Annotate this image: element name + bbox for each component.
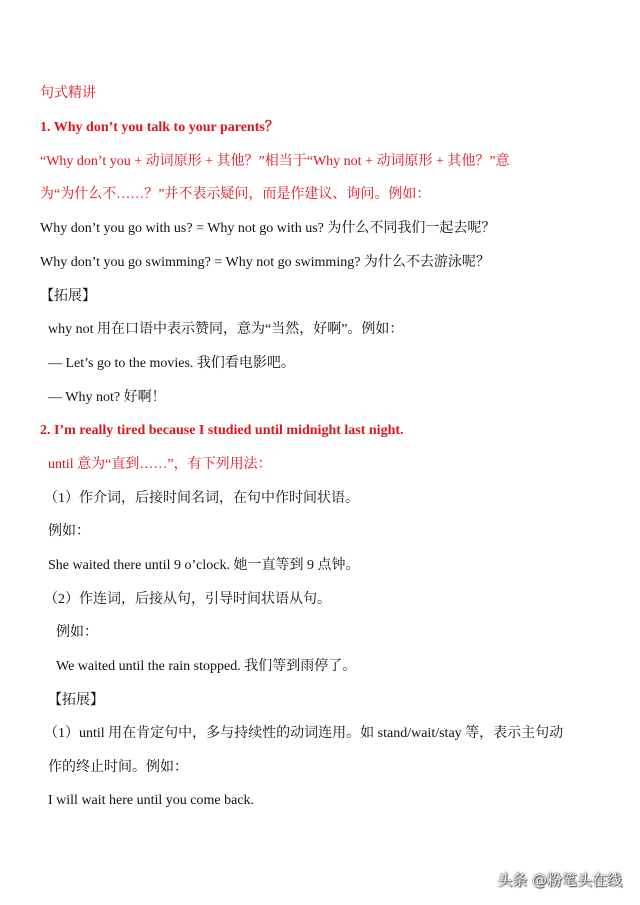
item1-example1: Why don’t you go with us? = Why not go with us? 为什么不同我们一起去呢？ (40, 221, 496, 236)
item1-extension-label: 【拓展】 (40, 289, 96, 304)
section-title: 句式精讲 (40, 86, 96, 101)
item1-heading: 1. Why don’t you talk to your parents？ (40, 120, 279, 135)
item2-usage2-label: 例如： (56, 625, 98, 640)
item2-usage2-example: We waited until the rain stopped. 我们等到雨停了。 (56, 659, 357, 674)
item2-usage1-example: She waited there until 9 o’clock. 她一直等到 9 点钟。 (48, 558, 360, 573)
item2-usage1: （1）作介词，后接时间名词，在句中作时间状语。 (44, 491, 359, 506)
item1-explanation-line1: “Why don’t you + 动词原形 + 其他？”相当于“Why not + 动词原形 + 其他？”意 (40, 154, 510, 169)
item2-extension-example: I will wait here until you come back. (48, 793, 255, 808)
item1-explanation-line2: 为“为什么不……？”并不表示疑问，而是作建议、询问。例如： (40, 187, 431, 202)
item2-extension-label: 【拓展】 (48, 693, 104, 708)
watermark: 头条 @粉笔头在线 (497, 871, 622, 889)
item1-dialogue1: — Let’s go to the movies. 我们看电影吧。 (48, 356, 295, 371)
item2-heading: 2. I’m really tired because I studied until midnight last night. (40, 423, 404, 438)
item2-extension-line2: 作的终止时间。例如： (48, 760, 188, 775)
item2-intro: until 意为“直到……”，有下列用法： (48, 457, 272, 472)
item2-usage2: （2）作连词，后接从句，引导时间状语从句。 (44, 592, 331, 607)
item2-extension-line1: （1）until 用在肯定句中，多与持续性的动词连用。如 stand/wait/stay 等，表示主句动 (44, 726, 564, 741)
item2-usage1-label: 例如： (48, 524, 90, 539)
item1-dialogue2: — Why not? 好啊！ (48, 390, 166, 405)
item1-example2: Why don’t you go swimming? = Why not go swimming? 为什么不去游泳呢？ (40, 255, 490, 270)
item1-extension-text: why not 用在口语中表示赞同，意为“当然，好啊”。例如： (48, 322, 404, 337)
